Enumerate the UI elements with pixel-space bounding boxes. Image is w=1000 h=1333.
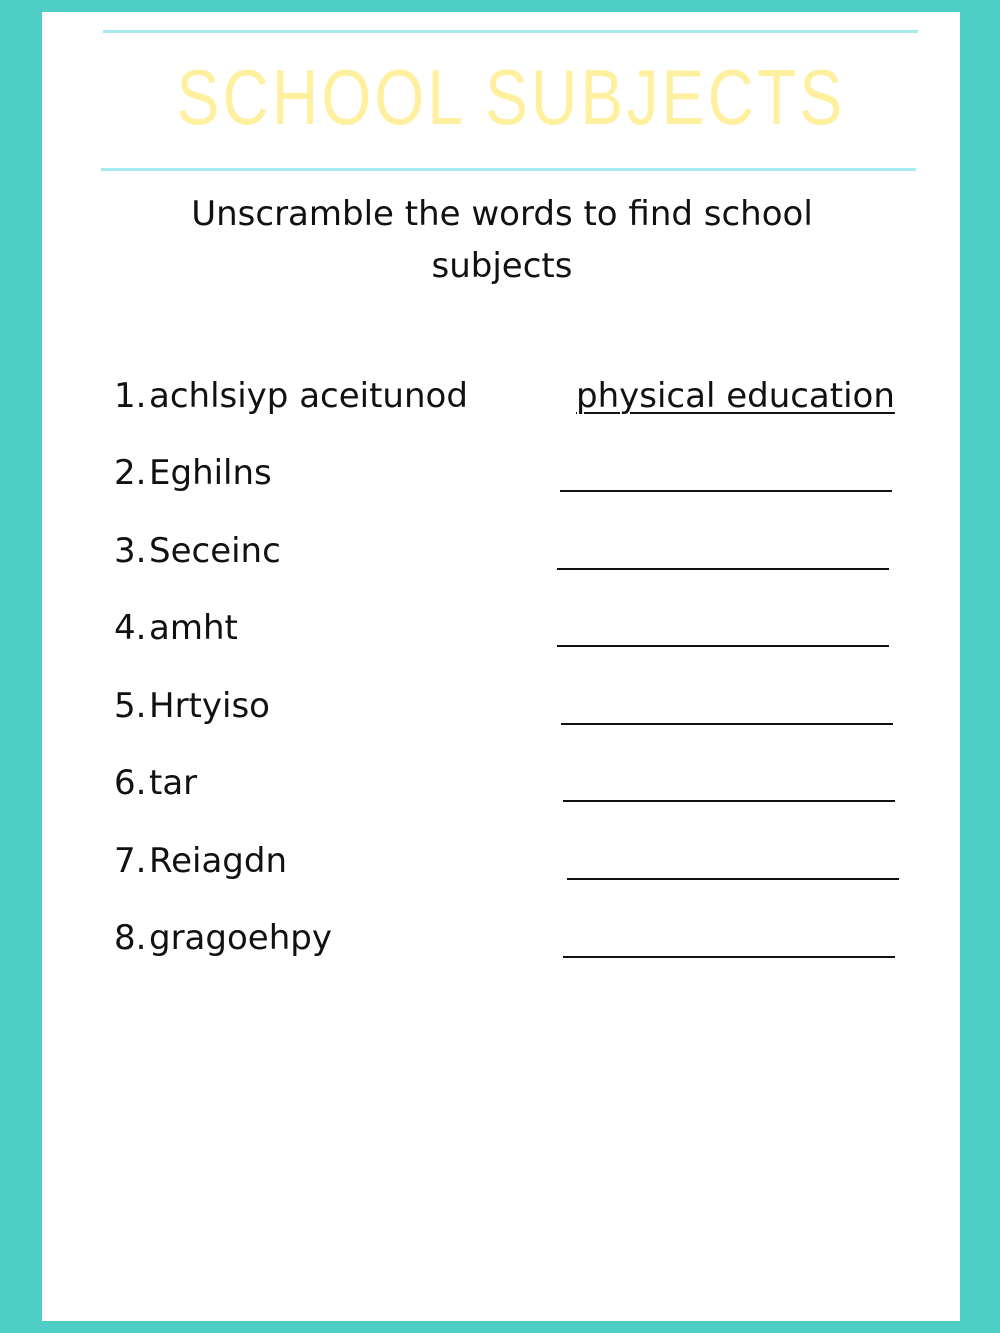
list-item — [114, 531, 281, 571]
list-item — [114, 453, 272, 493]
exercise-list — [42, 12, 960, 1321]
answer-field[interactable]: physical education — [576, 376, 895, 416]
answer-blank[interactable] — [567, 878, 899, 880]
list-item — [114, 608, 238, 648]
item-number: 8. — [114, 918, 147, 958]
item-number: 2. — [114, 453, 147, 493]
scrambled-word: Hrtyiso — [149, 686, 270, 726]
list-item — [114, 686, 270, 726]
answer-blank[interactable] — [563, 956, 895, 958]
item-number: 6. — [114, 763, 147, 803]
list-item — [114, 841, 287, 881]
scrambled-word: Reiagdn — [149, 841, 288, 881]
item-number: 7. — [114, 841, 147, 881]
scrambled-word: Seceinc — [149, 531, 281, 571]
answer-blank[interactable] — [557, 645, 889, 647]
item-number: 3. — [114, 531, 147, 571]
scrambled-word: Eghilns — [149, 453, 272, 493]
list-item — [114, 763, 197, 803]
list-item — [114, 918, 332, 958]
scrambled-word: gragoehpy — [149, 918, 332, 958]
instructions: Unscramble the words to find school subjects — [191, 194, 813, 286]
item-number: 4. — [114, 608, 147, 648]
worksheet — [42, 12, 960, 1321]
answer-blank[interactable] — [560, 490, 892, 492]
item-number: 5. — [114, 686, 147, 726]
scrambled-word: amht — [149, 608, 238, 648]
worksheet-title: SCHOOL SUBJECTS — [176, 53, 846, 141]
answer-blank[interactable] — [557, 568, 889, 570]
item-number: 1. — [114, 376, 147, 416]
list-item — [114, 376, 468, 416]
answer-blank[interactable] — [561, 723, 893, 725]
answer-blank[interactable] — [563, 800, 895, 802]
scrambled-word: tar — [149, 763, 198, 803]
scrambled-word: achlsiyp aceitunod — [149, 376, 468, 416]
